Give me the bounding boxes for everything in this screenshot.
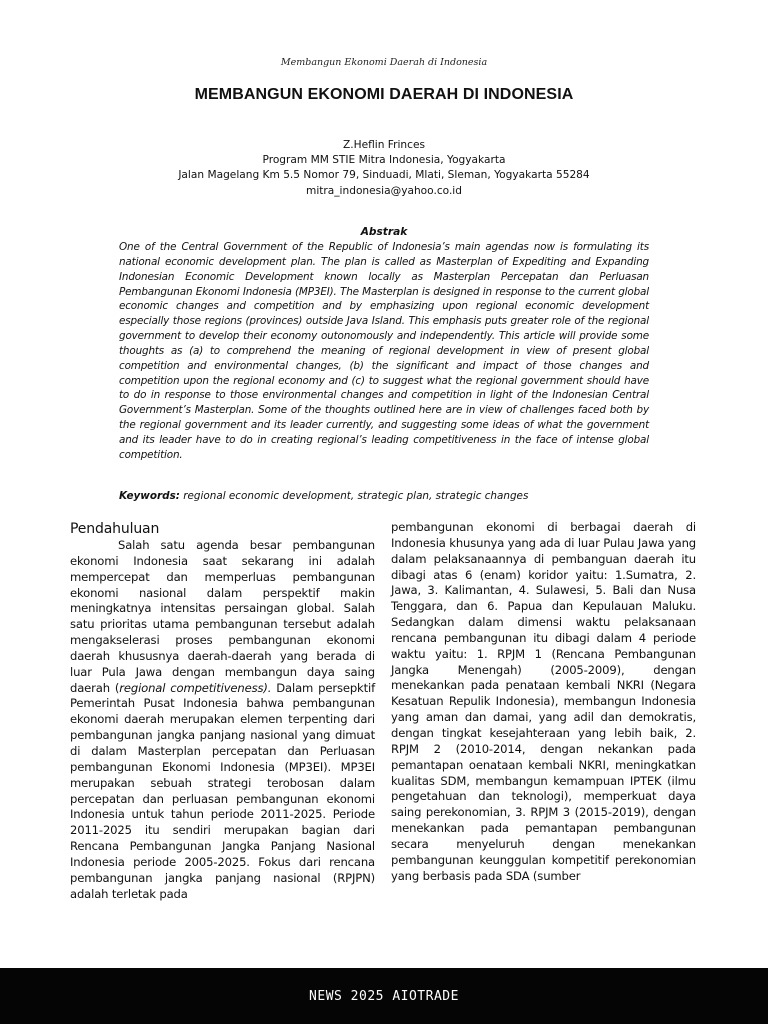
keywords-label: Keywords: bbox=[119, 490, 180, 502]
body-paragraph bbox=[70, 538, 375, 902]
keywords-line bbox=[119, 490, 679, 502]
author-affiliation: Program MM STIE Mitra Indonesia, Yogyakarta bbox=[262, 154, 506, 167]
body-text-part2: Dalam persepktif Pemerintah Pusat Indonesia bahwa pembangunan ekonomi daerah merupakan elemen terpenting dari pembangunan jangka panjang nasional yang dimuat di dalam Masterplan percepatan dan Perluasan pembangunan Ekonomi Indonesia (MP3EI). MP3EI merupakan sebuah strategi terobosan dalam percepatan dan perluasan pembangunan ekonomi Indonesia untuk tahun periode 2011-2025. Periode 2011-2025 itu sendiri merupakan bagian dari Rencana Pembangunan Jangka Panjang Nasional Indonesia periode 2005-2025. Fokus dari rencana pembangunan jangka panjang nasional (RPJPN) adalah terletak pada bbox=[70, 680, 375, 901]
paper-title: MEMBANGUN EKONOMI DAERAH DI INDONESIA bbox=[194, 86, 574, 103]
body-text-italic: regional competitiveness). bbox=[119, 680, 272, 695]
author-address: Jalan Magelang Km 5.5 Nomor 79, Sinduadi, Mlati, Sleman, Yogyakarta 55284 bbox=[178, 169, 590, 182]
body-column-left bbox=[70, 520, 375, 902]
author-block bbox=[0, 138, 768, 199]
keywords-value: regional economic development, strategic plan, strategic changes bbox=[183, 490, 529, 502]
abstract-heading: Abstrak bbox=[360, 226, 408, 238]
author-name: Z.Heflin Frinces bbox=[342, 139, 425, 151]
abstract-text: One of the Central Government of the Republic of Indonesia’s main agendas now is formulating its national economic development plan. The plan is called as Masterplan of Expediting and Expanding Indonesian Economic Development known locally as Masterplan Percepatan dan Perluasan Pembangunan Ekonomi Indonesia (MP3EI). The Masterplan is designed in response to the current global economic changes and competition and by emphasizing upon regional economic development especially those regions (provinces) outside Java Island. This emphasis puts greater role of the regional government to develop their economy outonomously and independently. This article will provide some thoughts as (a) to comprehend the meaning of regional development in view of present global competition and environmental changes, (b) the significant and impact of those changes and competition upon the regional economy and (c) to suggest what the regional government should have to do in response to those environmental changes and competition in light of the Indonesian Central Government’s Masterplan. Some of the thoughts outlined here are in view of challenges faced both by the regional government and its leader currently, and suggesting some ideas of what the government and its leader have to do in creating regional’s leading competitiveness in the face of intense global competition. bbox=[119, 241, 649, 461]
body-text-part1: Salah satu agenda besar pembangunan ekonomi Indonesia saat sekarang ini adalah mempercepat dan memperluas pembangunan ekonomi nasional dalam perspektif makin meningkatnya intensitas persaingan global. Salah satu prioritas utama pembangunan tersebut adalah mengakselerasi proses pembangunan ekonomi daerah khususnya daerah-daerah yang berada di luar Pula Jawa dengan membangun daya saing daerah ( bbox=[70, 538, 375, 695]
author-email: mitra_indonesia@yahoo.co.id bbox=[306, 184, 462, 197]
body-text-right: pembangunan ekonomi di berbagai daerah di Indonesia khusunya yang ada di luar Pulau Jawa yang dalam pelaksanaannya di pembanguan daerah itu dibagi atas 6 (enam) koridor yaitu: 1.Sumatra, 2. Jawa, 3. Kalimantan, 4. Sulawesi, 5. Bali dan Nusa Tenggara, dan 6. Papua dan Kepulauan Maluku. Sedangkan dalam dimensi waktu pelaksanaan rencana pembangunan itu dibagi dalam 4 periode waktu yaitu: 1. RPJM 1 (Rencana Pembangunan Jangka Menengah) (2005-2009), dengan menekankan pada penataan kembali NKRI (Negara Kesatuan Repulik Indonesia), membangun Indonesia yang aman dan damai, yang adil dan demokratis, dengan tingkat kesejahteraan yang lebih baik, 2. RPJM 2 (2010-2014, dengan nekankan pada pemantapan oenataan kembali NKRI, meningkatkan kualitas SDM, membangun kemampuan IPTEK (ilmu pengetahuan dan teknologi), memperkuat daya saing perekonomian, 3. RPJM 3 (2015-2019), dengan menekankan pada pemantapan pembangunan secara menyeluruh dengan menekankan pembangunan keunggulan kompetitif perekonomian yang berbasis pada SDA (sumber bbox=[391, 520, 696, 883]
running-head: Membangun Ekonomi Daerah di Indonesia bbox=[280, 57, 488, 68]
section-heading: Pendahuluan bbox=[70, 521, 160, 537]
body-column-right bbox=[391, 520, 696, 884]
footer-text: NEWS 2025 AIOTRADE bbox=[309, 989, 459, 1004]
